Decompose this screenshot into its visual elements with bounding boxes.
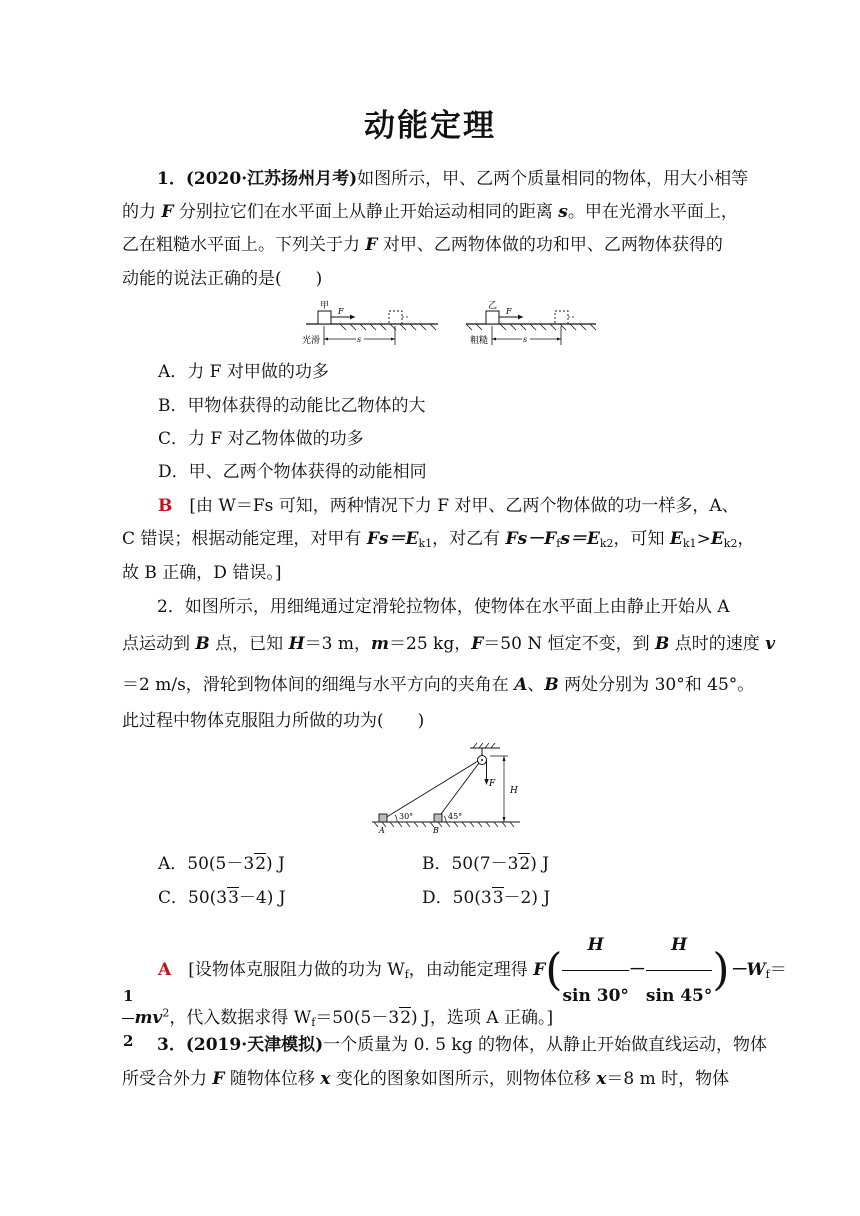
q1-option-d: D．甲、乙两个物体获得的动能相同 — [158, 462, 427, 482]
q3-line-2: 所受合外力 F 随物体位移 x 变化的图象如图所示，则物体位移 x＝8 m 时，物体 — [122, 1069, 730, 1089]
q2-figure — [370, 742, 530, 838]
q1-figure — [300, 297, 600, 349]
q1-line-4: 动能的说法正确的是( ) — [122, 269, 323, 289]
label-jia: 甲 — [320, 301, 330, 311]
svg-text:45°: 45° — [448, 812, 463, 821]
svg-text:F: F — [489, 779, 496, 789]
q2-option-b: B．50(7－32) J — [422, 854, 550, 874]
q2-explanation-1: A [设物体克服阻力做的功为 $W_f$，由动能定理得 F( $\frac{H}{\sin 30^\circ}$ － $\frac{H}{\sin 45^\circ}$ )$-W_f=$ — [158, 920, 787, 970]
svg-text:F: F — [338, 307, 344, 316]
q1-line-2: 的力 F 分别拉它们在水平面上从静止开始运动相同的距离 s。甲在光滑水平面上， — [122, 202, 738, 222]
q1-line-3: 乙在粗糙水平面上。下列关于力 F 对甲、乙两物体做的功和甲、乙两物体获得的 — [122, 235, 723, 255]
svg-text:H: H — [510, 786, 518, 796]
q1-figure-jia — [302, 300, 438, 346]
q2-line-3: ＝2 m/s，滑轮到物体间的细绳与水平方向的夹角在 A、B 两处分别为 30°和 45°。 — [122, 675, 755, 695]
q1-explanation-3: 故 B 正确，D 错误。] — [122, 563, 282, 583]
q1-explanation-2: C 错误；根据动能定理，对甲有 $Fs=E_{k1}$，对乙有 $Fs-F_fs=E_{k2}$，可知 $E_{k1}>E_{k2}$， — [122, 529, 755, 550]
q2-answer: A — [158, 960, 172, 980]
q1-answer: B — [158, 496, 173, 516]
label-guanghua: 光滑 — [302, 336, 321, 346]
svg-text:F: F — [506, 307, 512, 316]
svg-text:s: s — [523, 335, 528, 344]
q3-line-1: 3．(2019·天津模拟)一个质量为 0. 5 kg 的物体，从静止开始做直线运动，物体 — [157, 1035, 768, 1055]
q2-option-d: D．50(33－2) J — [422, 888, 551, 908]
q1-figure-yi — [466, 300, 596, 346]
q1-line-1: 1．(2020·江苏扬州月考)如图所示，甲、乙两个质量相同的物体，用大小相等 — [157, 169, 749, 189]
q2-option-c: C．50(33－4) J — [158, 888, 286, 908]
label-cucao: 粗糙 — [470, 336, 489, 346]
q2-explanation-2: $\frac{1}{2}$ $mv^2$，代入数据求得 $W_f=50(5-32)$ J，选项 A 正确。] — [122, 974, 553, 1018]
q2-line-4: 此过程中物体克服阻力所做的功为( ) — [122, 711, 425, 731]
q1-option-b: B．甲物体获得的动能比乙物体的大 — [158, 396, 426, 416]
fraction-one-half: $\frac{1}{2}$ — [122, 974, 134, 1063]
svg-text:B: B — [433, 826, 439, 835]
q2-line-2: 点运动到 B 点，已知 H＝3 m，m＝25 kg，F＝50 N 恒定不变，到 B 点时的速度 v — [122, 634, 776, 654]
fraction-h-sin30: $\frac{H}{\sin 30^\circ}$ — [562, 920, 628, 1021]
q1-source: (2020·江苏扬州月考) — [185, 169, 358, 189]
label-yi: 乙 — [488, 301, 498, 311]
page-title: 动能定理 — [364, 108, 496, 144]
q1-explanation-1: B [由 W＝Fs 可知，两种情况下力 F 对甲、乙两个物体做的功一样多，A、 — [158, 496, 739, 516]
svg-text:A: A — [379, 826, 385, 835]
q3-source: (2019·天津模拟) — [185, 1035, 324, 1055]
svg-text:30°: 30° — [399, 812, 414, 821]
q2-option-a: A．50(5－32) J — [158, 854, 285, 874]
q1-number: 1． — [157, 169, 186, 189]
svg-text:s: s — [357, 335, 362, 344]
q1-option-c: C．力 F 对乙物体做的功多 — [158, 429, 364, 449]
q2-line-1: 2．如图所示，用细绳通过定滑轮拉物体，使物体在水平面上由静止开始从 A — [157, 597, 730, 617]
q1-option-a: A．力 F 对甲做的功多 — [158, 362, 329, 382]
fraction-h-sin45: $\frac{H}{\sin 45^\circ}$ — [646, 920, 712, 1021]
